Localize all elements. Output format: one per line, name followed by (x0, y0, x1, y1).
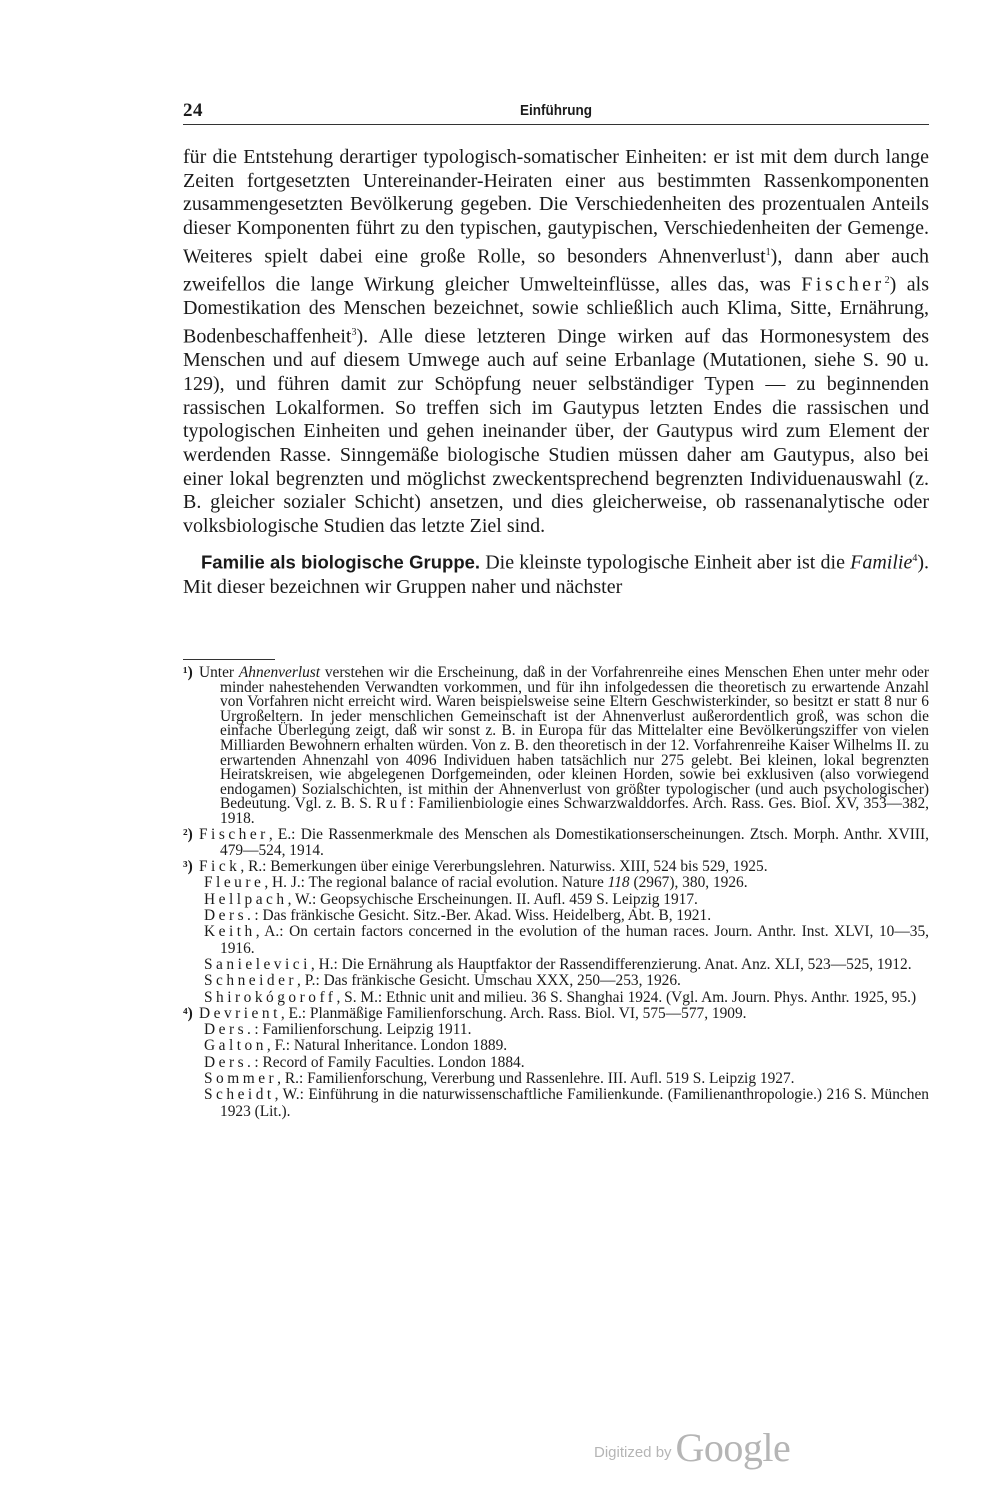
running-head: Einführung (520, 102, 592, 119)
footnote-marker: ¹) (183, 664, 193, 681)
footnote-entry: Keith, A.: On certain factors concerned in the evolution of the human races. Journ. Anthr. Inst. XLVI, 10—35, 1916. (204, 923, 929, 957)
footnote-marker: ³) (183, 858, 193, 876)
footnote-separator (183, 659, 275, 660)
footnote-entry: Ders.: Familienforschung. Leipzig 1911. (204, 1021, 472, 1039)
footnote-entry: Fleure, H. J.: The regional balance of racial evolution. Nature 118 (2967), 380, 1926. (204, 874, 748, 892)
body-text (183, 146, 929, 599)
footnote-entry: Sommer, R.: Familienforschung, Vererbung und Rassenlehre. III. Aufl. 519 S. Leipzig 1927. (204, 1069, 795, 1087)
footnote-entry: Galton, F.: Natural Inheritance. London 1889. (204, 1037, 508, 1055)
footnote-entry: Schneider, P.: Das fränkische Gesicht. Umschau XXX, 250—253, 1926. (204, 972, 681, 990)
footnote-entry: Ders.: Das fränkische Gesicht. Sitz.-Ber. Akad. Wiss. Heidelberg, Abt. B, 1921. (204, 907, 712, 925)
section-heading: Familie als biologische Gruppe. (201, 552, 481, 574)
footnote-4 (183, 1006, 929, 1120)
footnote-ref-3[interactable]: 3 (351, 326, 357, 338)
footnote-entry: ³) Fick, R.: Bemerkungen über einige Vererbungslehren. Naturwiss. XIII, 524 bis 529, 1925. (183, 858, 768, 876)
watermark-prefix: Digitized by (594, 1444, 672, 1461)
paragraph-2: Familie als biologische Gruppe. Die kleinste typologische Einheit aber ist die Familie$^4$). Mit dieser bezeichnen wir Gruppen naher und nächster (183, 552, 929, 598)
footnote-entry: Shirokógoroff, S. M.: Ethnic unit and milieu. 36 S. Shanghai 1924. (Vgl. Am. Journ. Phys. Anthr. 1925, 95.) (204, 988, 917, 1006)
footnote-1: ¹) Unter Ahnenverlust verstehen wir die Erscheinung, daß in der Vorfahrenreihe eines Menschen Ehen unter mehr oder minder nahestehenden Verwandten vorkommen, und für ihn infolgedessen die theoretisch zu erwartende Anzahl von Vorfahren nicht erreicht wird. Waren beispielsweise seine Eltern Geschwisterkinder, so besitzt er statt 8 nur 6 Urgroßeltern. In jeder menschlichen Gemeinschaft ist der Ahnenverlust außerordentlich groß, was schon die einfache Überlegung zeigt, daß wir sonst z. B. in Europa für das Mittelalter eine Bevölkerungsziffer von vielen Milliarden Bewohnern erhalten würden. Von z. B. den theoretisch in der 12. Vorfahrenreihe Kaiser Wilhelms II. zu erwartenden Ahnenzahl von 4096 Individuen haben tatsächlich nur 275 gelebt. Bei kleinen, lokal begrenzten Heiratskreisen, wie abgelegenen Dorfgemeinden, oder kleinen Horden, sowie bei exklusiven (also vorwiegend endogamen) Sozialschichten, ist mithin der Ahnenverlust von größter typologischer (und auch psychologischer) Bedeutung. Vgl. z. B. S. Ruf: Familienbiologie eines Schwarzwalddorfes. Arch. Rass. Ges. Biol. XV, 353—382, 1918. (183, 664, 930, 827)
footnote-marker: ⁴) (183, 1004, 193, 1022)
footnote-ref-2[interactable]: 2 (884, 274, 890, 286)
footnote-3 (183, 859, 929, 1006)
paragraph-1: für die Entstehung derartiger typologisch-somatischer Einheiten: er ist mit dem durch lange Zeiten fortgesetzten Untereinander-Heiraten einer aus bestimmten Rassenkomponenten zusammengesetzten Bevölkerung gegeben. Die Verschiedenheiten des prozentualen Anteils dieser Komponenten führt zu den typischen, gautypischen, Verschiedenheiten der Gemenge. Weiteres spielt dabei eine große Rolle, so besonders Ahnenverlust$^1$), dann aber auch zweifellos die lange Wirkung gleicher Umwelteinflüsse, alles das, was Fischer$^2$) als Domestikation des Menschen bezeichnet, sowie schließlich auch Klima, Sitte, Ernährung, Bodenbeschaffenheit$^3$). Alle diese letzteren Dinge wirken auf das Hormonesystem des Menschen und auf diesem Umwege auch auf seine Erbanlage (Mutationen, siehe S. 90 u. 129), und führen damit zur Schöpfung neuer selbständiger Typen — zu beginnenden rassischen Lokalformen. So treffen sich im Gautypus letzten Endes die rassischen und typologischen Einheiten und gehen ineinander über, der Gautypus wird zum Element der werdenden Rasse. Sinngemäße biologische Studien müssen daher am Gautypus, also bei einer lokal begrenzten und möglichst zweckentsprechend begrenzten Individuenauswahl (z. B. gleicher sozialer Schicht) ansetzen, und dies gleicherweise, ob rassenanalytische oder volksbiologische Studien das letzte Ziel sind. (183, 146, 929, 537)
footnote-entry: Ders.: Record of Family Faculties. London 1884. (204, 1053, 525, 1071)
footnote-ref-4[interactable]: 4 (912, 553, 918, 565)
google-logo: Google (675, 1425, 791, 1470)
digitized-by-google-watermark (594, 1424, 790, 1471)
page-header (183, 100, 929, 125)
footnotes (183, 666, 929, 1120)
page-number: 24 (183, 100, 203, 121)
footnote-entry: Scheidt, W.: Einführung in die naturwissenschaftliche Familienkunde. (Familienanthropologie.) 216 S. München 1923 (Lit.). (204, 1086, 929, 1120)
footnote-entry: Sanielevici, H.: Die Ernährung als Hauptfaktor der Rassendifferenzierung. Anat. Anz. XLI, 523—525, 1912. (204, 955, 912, 973)
footnote-marker: ²) (183, 825, 193, 843)
footnote-2: ²) Fischer, E.: Die Rassenmerkmale des Menschen als Domestikationserscheinungen. Ztsch. Morph. Anthr. XVIII, 479—524, 1914. (183, 825, 929, 859)
footnote-entry: ⁴) Devrient, E.: Planmäßige Familienforschung. Arch. Rass. Biol. VI, 575—577, 1909. (183, 1004, 747, 1022)
footnote-ref-1[interactable]: 1 (765, 246, 771, 258)
footnote-entry: Hellpach, W.: Geopsychische Erscheinungen. II. Aufl. 459 S. Leipzig 1917. (204, 890, 698, 908)
author-name: Fischer (801, 273, 885, 296)
